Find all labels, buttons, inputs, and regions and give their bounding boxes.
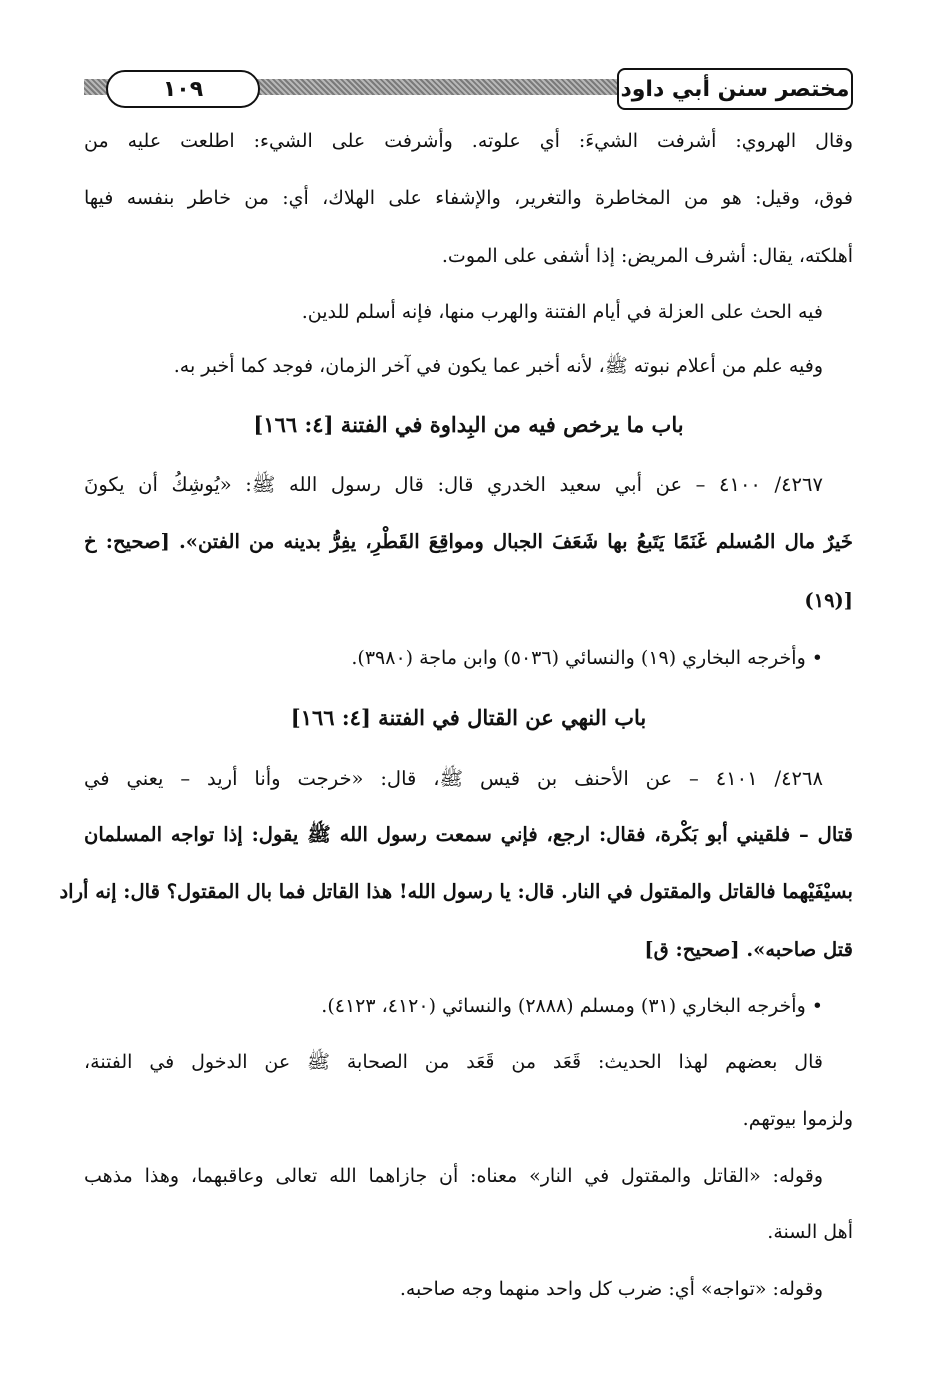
- book-title: مختصر سنن أبي داود: [617, 68, 853, 110]
- hadith-line: خَيرٌ مال المُسلم غَنَمًا يَتَبعُ بها شَعَفَ الجبال ومواقِعَ القَطْرِ، يفِرُّ بدينه من الفتن». [صحيح: خ: [84, 530, 853, 553]
- paragraph-line: أهل السنة.: [767, 1221, 853, 1243]
- paragraph-line: أهلكته، يقال: أشرف المريض: إذا أشفى على الموت.: [441, 245, 853, 267]
- hadith-line: ٤٢٦٨/ ٤١٠١ – عن الأحنف بن قيس ﷺ، قال: «خرجت وأنا أريد – يعني في: [84, 767, 823, 790]
- paragraph-line: وقوله: «القاتل والمقتول في النار» معناه: أن جازاهما الله تعالى وعاقبهما، وهذا مذهب: [84, 1165, 823, 1187]
- takhrij-line: • وأخرجه البخاري (٣١) ومسلم (٢٨٨٨) والنسائي (٤١٢٠، ٤١٢٣).: [321, 995, 823, 1017]
- chapter-heading: باب النهي عن القتال في الفتنة [٤: ١٦٦]: [290, 705, 647, 730]
- paragraph-line: قال بعضهم لهذا الحديث: قَعَد من قَعَد من الصحابة ﷺ عن الدخول في الفتنة،: [84, 1051, 823, 1073]
- hadith-line: قتال – فلقيني أبو بَكْرة، فقال: ارجع، فإني سمعت رسول الله ﷺ يقول: إذا تواجه المسلمان: [84, 823, 853, 846]
- hadith-line: بسيْفَيْهما فالقاتل والمقتول في النار. قال: يا رسول الله! هذا القاتل فما بال المقتول؟ قال: إنه أراد: [59, 880, 853, 903]
- takhrij-line: • وأخرجه البخاري (١٩) والنسائي (٥٠٣٦) وابن ماجة (٣٩٨٠).: [351, 647, 823, 669]
- paragraph-line: فوق، وقيل: هو من المخاطرة والتغرير، والإشفاء على الهلاك، أي: من خاطر بنفسه فيها: [84, 187, 853, 209]
- hadith-line: ٤٢٦٧/ ٤١٠٠ – عن أبي سعيد الخدري قال: قال رسول الله ﷺ: «يُوشِكُ أن يكونَ: [84, 473, 823, 496]
- paragraph-line: فيه الحث على العزلة في أيام الفتنة والهرب منها، فإنه أسلم للدين.: [301, 301, 823, 323]
- hadith-line: [(١٩): [804, 589, 853, 612]
- paragraph-line: وقال الهروي: أشرفت الشيءَ: أي علوته. وأشرفت على الشيء: اطلعت عليه من: [84, 130, 853, 152]
- page-number: ١٠٩: [106, 70, 260, 108]
- paragraph-line: وقوله: «تواجه» أي: ضرب كل واحد منهما وجه صاحبه.: [399, 1278, 823, 1300]
- paragraph-line: ولزموا بيوتهم.: [742, 1108, 853, 1130]
- paragraph-line: وفيه علم من أعلام نبوته ﷺ، لأنه أخبر عما يكون في آخر الزمان، فوجد كما أخبر به.: [173, 355, 823, 377]
- chapter-heading: باب ما يرخص فيه من البِداوة في الفتنة [٤: ١٦٦]: [253, 412, 684, 437]
- page-header: [84, 66, 853, 110]
- hadith-line: قتل صاحبه». [صحيح: ق]: [644, 938, 853, 961]
